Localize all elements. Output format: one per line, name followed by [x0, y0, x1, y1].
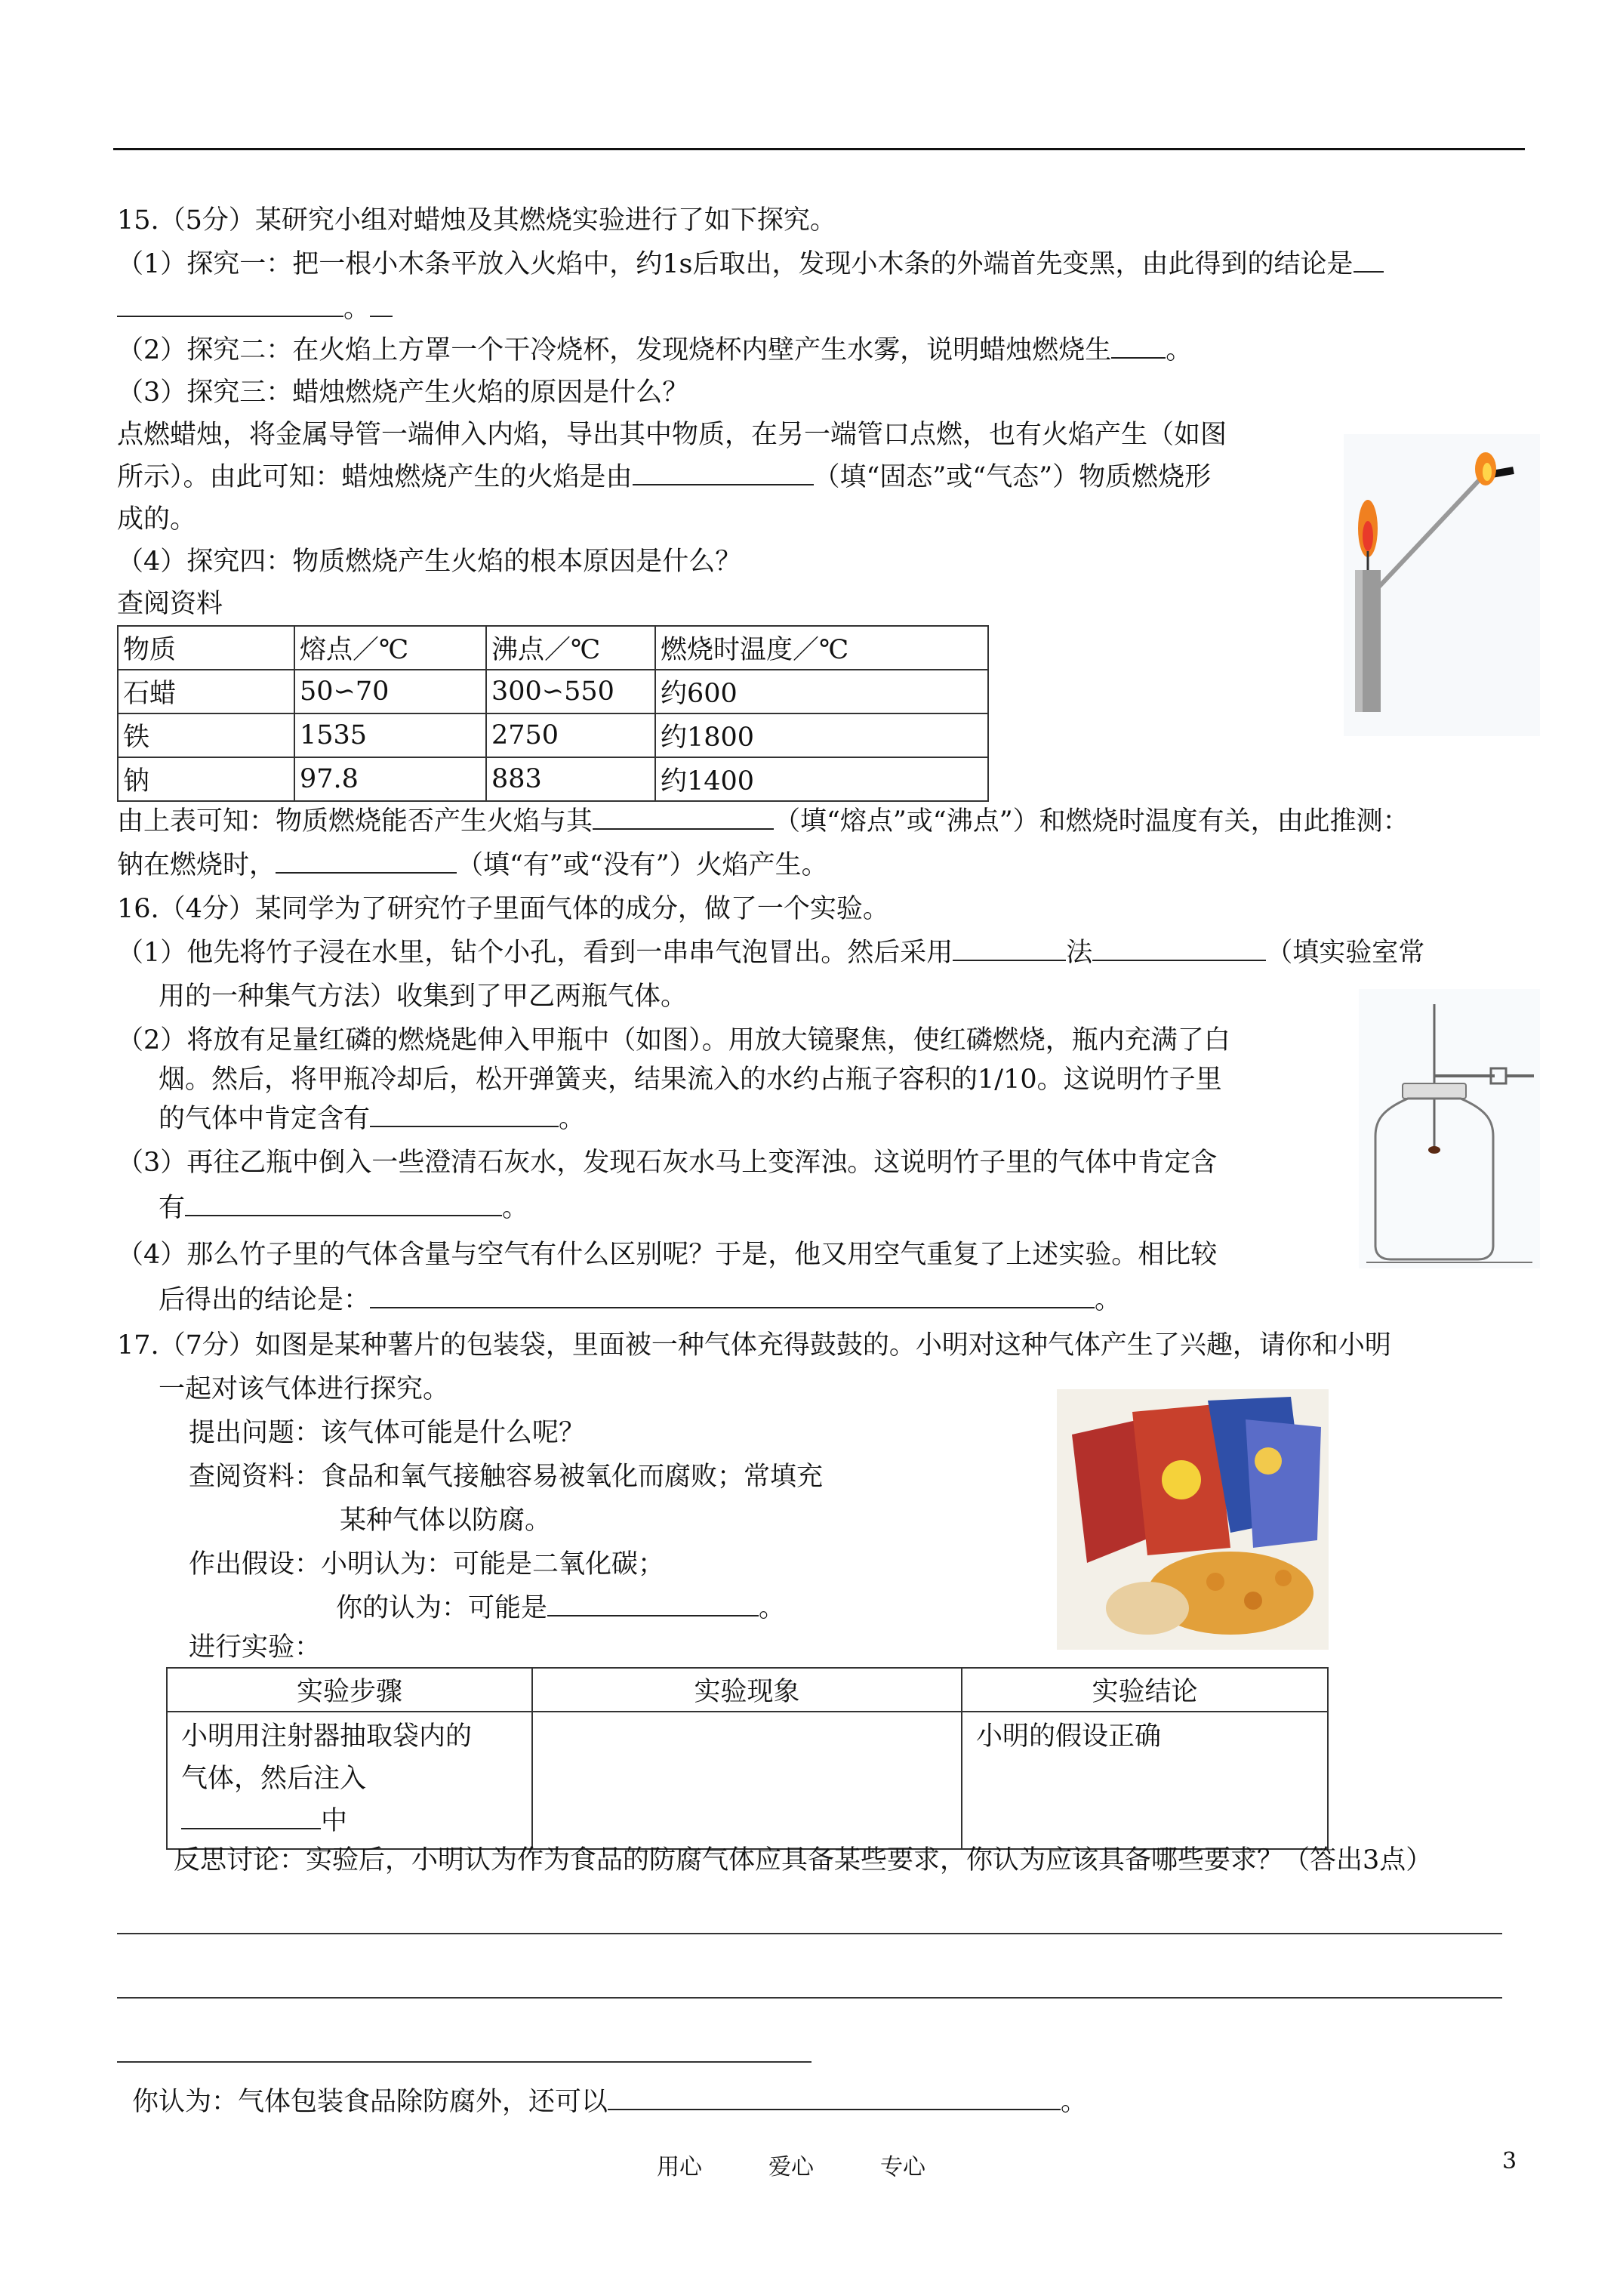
q16-title: 16.（4分）某同学为了研究竹子里面气体的成分，做了一个实验。	[117, 894, 889, 924]
q16-part1-pre: （1）他先将竹子浸在水里，钻个小孔，看到一串串气泡冒出。然后采用	[117, 938, 953, 968]
q15-c2-post: （填“有”或“没有”）火焰产生。	[457, 850, 828, 880]
answer-line	[117, 1933, 1502, 1934]
punct: 。	[1095, 1285, 1122, 1315]
answer-blank[interactable]	[1092, 935, 1266, 961]
answer-blank[interactable]	[117, 291, 343, 317]
q16-part4-a: （4）那么竹子里的气体含量与空气有什么区别呢？于是，他又用空气重复了上述实验。相比较	[117, 1240, 1218, 1270]
q15-part4: （4）探究四：物质燃烧产生火焰的根本原因是什么？	[117, 547, 742, 577]
answer-blank[interactable]	[953, 935, 1066, 961]
answer-line	[117, 2061, 812, 2063]
answer-blank[interactable]	[276, 848, 457, 874]
table-cell: 约600	[655, 670, 988, 713]
footer-motto-2: 爱心	[768, 2154, 814, 2180]
answer-line	[117, 1997, 1502, 1999]
header-rule	[113, 148, 1525, 150]
q16-part2-b: 烟。然后，将甲瓶冷却后，松开弹簧夹，结果流入的水约占瓶子容积的1/10。这说明竹子里	[159, 1065, 1222, 1095]
q16-part1	[117, 935, 1424, 971]
table-cell: 883	[486, 757, 655, 801]
q16-part4-b-pre: 后得出的结论是：	[159, 1285, 371, 1315]
q15-part3-b	[117, 459, 1211, 495]
q17-title: 17.（7分）如图是某种薯片的包装袋，里面被一种气体充得鼓鼓的。小明对这种气体产生了兴趣，请你和小明	[117, 1330, 1391, 1361]
step-line: 气体，然后注入	[181, 1764, 367, 1794]
table-cell: 300∽550	[486, 670, 655, 713]
q17-info-2: 某种气体以防腐。	[340, 1505, 552, 1536]
jar-apparatus-figure	[1359, 989, 1540, 1268]
table-header-row	[167, 1668, 1328, 1712]
q17-hyp2-pre: 你的认为：可能是	[336, 1593, 548, 1623]
table-cell: 实验结论	[962, 1668, 1328, 1712]
q15-part1-cont	[117, 291, 393, 327]
step-line	[181, 1800, 518, 1842]
answer-blank[interactable]	[608, 2085, 1061, 2110]
q16-part3-b-pre: 有	[159, 1193, 186, 1223]
table-cell: 钠	[118, 757, 294, 801]
q15-ref: 查阅资料	[117, 589, 223, 619]
table-cell: 熔点／℃	[294, 626, 486, 670]
q17-reflect: 反思讨论：实验后，小明认为作为食品的防腐气体应具备某些要求，你认为应该具备哪些要求？（答出3点）	[174, 1845, 1433, 1875]
q17-final	[132, 2084, 1087, 2120]
table-cell: 1535	[294, 713, 486, 757]
table-cell: 实验现象	[532, 1668, 962, 1712]
punct: 。	[1061, 2087, 1088, 2117]
q15-part3-b-post: （填“固态”或“气态”）物质燃烧形	[813, 462, 1212, 492]
table-cell: 50∽70	[294, 670, 486, 713]
q16-part1-b: 用的一种集气方法）收集到了甲乙两瓶气体。	[159, 982, 688, 1012]
q17-hypothesis-2	[336, 1590, 785, 1626]
q15-conclusion-2	[117, 847, 828, 883]
table-cell: 2750	[486, 713, 655, 757]
q15-part1	[117, 246, 1384, 282]
table-cell: 约1400	[655, 757, 988, 801]
q16-part4-b	[159, 1282, 1121, 1318]
footer-motto-1: 用心	[657, 2154, 702, 2180]
q17-final-pre: 你认为：气体包装食品除防腐外，还可以	[132, 2087, 608, 2117]
q15-part3-c: 成的。	[117, 504, 197, 535]
q15-part1-text: （1）探究一：把一根小木条平放入火焰中，约1s后取出，发现小木条的外端首先变黑，由此得到的结论是	[117, 249, 1354, 279]
q17-hypothesis-1: 作出假设：小明认为：可能是二氧化碳；	[189, 1549, 665, 1579]
q17-info-1: 查阅资料：食品和氧气接触容易被氧化而腐败；常填充	[189, 1462, 824, 1492]
table-cell: 97.8	[294, 757, 486, 801]
q15-part3-a: 点燃蜡烛，将金属导管一端伸入内焰，导出其中物质，在另一端管口点燃，也有火焰产生（如图	[117, 420, 1227, 450]
answer-blank[interactable]	[181, 1804, 321, 1829]
q15-title: 15.（5分）某研究小组对蜡烛及其燃烧实验进行了如下探究。	[117, 205, 836, 236]
q16-part2-c-pre: 的气体中肯定含有	[159, 1104, 371, 1134]
q15-conclusion-1	[117, 803, 1409, 840]
answer-blank[interactable]	[185, 1191, 502, 1216]
q16-part2-a: （2）将放有足量红磷的燃烧匙伸入甲瓶中（如图）。用放大镜聚焦，使红磷燃烧，瓶内充满了白	[117, 1025, 1230, 1056]
q17-title-cont: 一起对该气体进行探究。	[159, 1374, 450, 1404]
q15-part2	[117, 332, 1192, 368]
footer-motto-3: 专心	[880, 2154, 925, 2180]
step-line: 小明用注射器抽取袋内的	[181, 1721, 473, 1752]
table-row	[118, 670, 988, 713]
punct: 。	[502, 1193, 529, 1223]
chips-bag-photo	[1057, 1389, 1329, 1650]
answer-blank[interactable]	[633, 460, 814, 485]
table-cell: 物质	[118, 626, 294, 670]
table-cell: 实验步骤	[167, 1668, 532, 1712]
table-cell: 石蜡	[118, 670, 294, 713]
table-header-row	[118, 626, 988, 670]
answer-blank[interactable]	[1354, 247, 1384, 273]
q15-c1-pre: 由上表可知：物质燃烧能否产生火焰与其	[117, 806, 593, 837]
q15-part3-b-pre: 所示）。由此可知：蜡烛燃烧产生的火焰是由	[117, 462, 633, 492]
table-row	[167, 1712, 1328, 1849]
table-cell: 约1800	[655, 713, 988, 757]
table-cell	[167, 1712, 532, 1849]
q15-part3: （3）探究三：蜡烛燃烧产生火焰的原因是什么？	[117, 378, 689, 408]
table-cell: 沸点／℃	[486, 626, 655, 670]
table-cell: 小明的假设正确	[962, 1712, 1328, 1849]
table-cell: 燃烧时温度／℃	[655, 626, 988, 670]
q15-table	[117, 625, 989, 802]
answer-blank[interactable]	[593, 804, 774, 830]
observation-cell[interactable]	[532, 1712, 962, 1849]
q16-part3-a: （3）再往乙瓶中倒入一些澄清石灰水，发现石灰水马上变浑浊。这说明竹子里的气体中肯定含	[117, 1148, 1218, 1178]
candle-tube-figure	[1344, 434, 1540, 736]
q15-part2-text: （2）探究二：在火焰上方罩一个干冷烧杯，发现烧杯内壁产生水雾，说明蜡烛燃烧生	[117, 335, 1112, 365]
q16-part2-c	[159, 1101, 585, 1137]
q16-part1-post: （填实验室常	[1266, 938, 1425, 968]
page-number: 3	[1502, 2148, 1517, 2174]
answer-blank[interactable]	[547, 1591, 759, 1616]
punct: 。	[759, 1593, 786, 1623]
answer-blank[interactable]	[370, 291, 393, 317]
table-row	[118, 757, 988, 801]
answer-blank[interactable]	[1111, 333, 1166, 359]
answer-blank[interactable]	[370, 1283, 1095, 1308]
punct: 。	[343, 294, 371, 324]
q17-table	[166, 1667, 1329, 1850]
punct: 。	[559, 1104, 586, 1134]
q15-c1-post: （填“熔点”或“沸点”）和燃烧时温度有关，由此推测：	[774, 806, 1409, 837]
q17-ask: 提出问题：该气体可能是什么呢？	[189, 1418, 586, 1448]
q15-c2-pre: 钠在燃烧时，	[117, 850, 276, 880]
q16-part3-b	[159, 1190, 528, 1226]
q17-experiment: 进行实验：	[189, 1632, 322, 1663]
punct: 。	[1166, 335, 1193, 365]
table-row	[118, 713, 988, 757]
step-suffix: 中	[321, 1806, 348, 1836]
answer-blank[interactable]	[370, 1102, 559, 1127]
q16-part1-mid: 法	[1066, 938, 1093, 968]
table-cell: 铁	[118, 713, 294, 757]
